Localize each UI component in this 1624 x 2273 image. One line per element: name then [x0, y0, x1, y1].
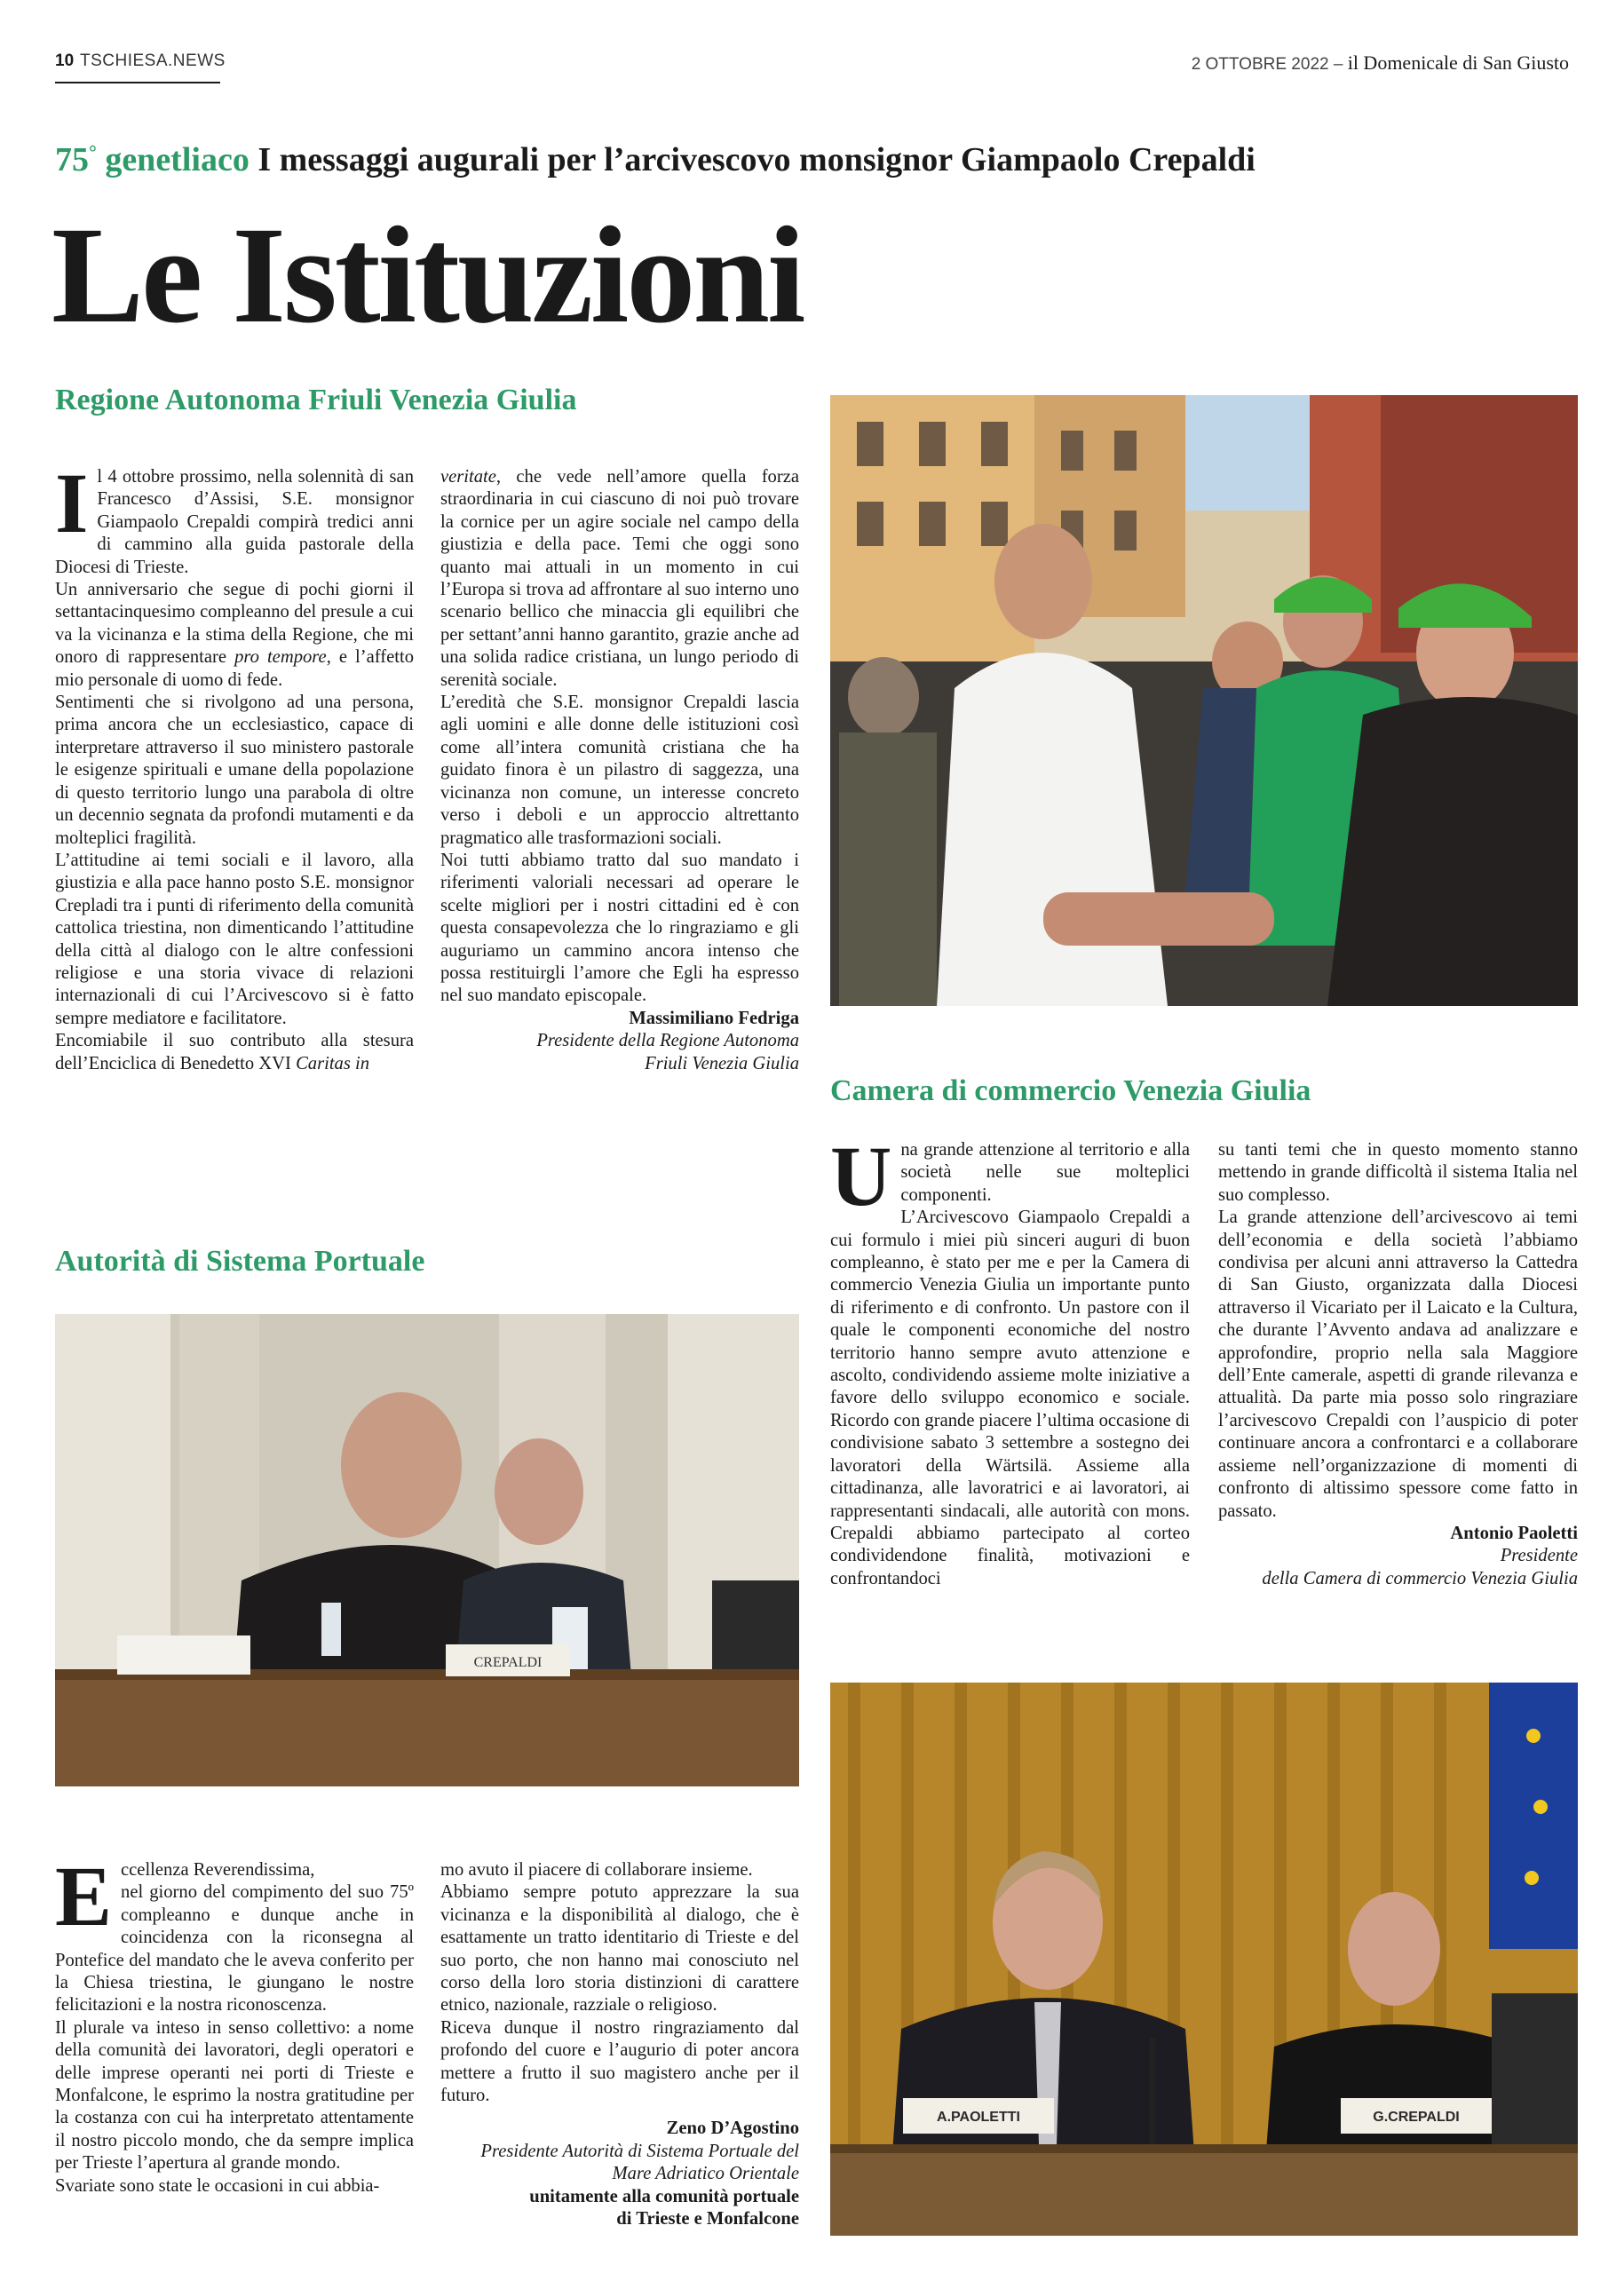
kicker-word: genetliaco — [105, 141, 250, 178]
signature-block — [1218, 1523, 1578, 1590]
signature-extra: unitamente alla comunità portuale — [529, 2186, 799, 2206]
site-name[interactable]: TSCHIESA.NEWS — [80, 51, 226, 70]
paragraph: Un anniversario che segue di pochi giorni il settantacinquesimo compleanno del presule a cui va la vicinanza e la stima della Regione, che mi onoro di rappresentare pro tempore, e l’affetto mio personale di uomo di fede. — [55, 580, 414, 690]
paragraph: Abbiamo sempre potuto apprezzare la sua vicinanza e la disponibilità al dialogo, che è esattamente un tratto identitario di Trieste e del suo porto, che non hanno mai conosciuto nel corso della loro storia distinzioni di carattere etnico, nazionale, razziale o religioso. — [440, 1882, 799, 2016]
page-number: 10 — [55, 51, 75, 70]
drop-cap: E — [55, 1849, 113, 1944]
date-text: 2 OTTOBRE 2022 – — [1191, 55, 1343, 74]
signature-role: Presidente — [1500, 1546, 1578, 1566]
paragraph: su tanti temi che in questo momento stanno mettendo in grande difficoltà il sistema Italia nel suo complesso. — [1218, 1140, 1578, 1205]
photo-paoletti-crepaldi — [830, 1683, 1578, 2236]
header-rule — [55, 82, 220, 83]
paragraph: veritate, che vede nell’amore quella forza straordinaria in cui ciascuno di noi può trovare la cornice per un agire sociale nel campo della giustizia e della pace. Temi che oggi sono quanto mai attuali in un momento in cui l’Europa si trova ad affrontare al suo interno uno scenario bellico che minaccia gli equilibri che per settant’anni hanno garantito, grazie anche ad una solida radice cristiana, un lungo periodo di serenità sociale. — [440, 467, 799, 690]
signature-name: Zeno D’Agostino — [666, 2119, 799, 2139]
paragraph: ccellenza Reverendissima, — [121, 1860, 315, 1880]
regione-column-2 — [440, 466, 799, 1075]
porto-column-1 — [55, 1849, 414, 2198]
kicker-degree: ° — [89, 140, 97, 163]
section-title-camera: Camera di commercio Venezia Giulia — [830, 1074, 1311, 1107]
paper-name: il Domenicale di San Giusto — [1347, 51, 1569, 74]
signature-block — [440, 1008, 799, 1075]
paragraph: La grande attenzione dell’arcivescovo ai temi dell’economia e della società l’abbiamo condivisa per alcuni anni attraverso la Cattedra di San Giusto, organizzata dalla Diocesi attraverso il Vicariato per il Laicato e la Cultura, che durante l’Avvento andava ad analizzare e approfondire, proprio nella sala Maggiore dell’Ente camerale, aspetti di grande rilevanza e attualità. Da parte mia posso solo ringraziare l’arcivescovo Crepaldi con l’auspicio di poter continuare ancora a confrontarci e a collaborare assieme nell’organizzazione di momenti di confronto di altissimo spessore come fatto in passato. — [1218, 1208, 1578, 1521]
signature-role: Friuli Venezia Giulia — [645, 1053, 799, 1073]
photo-street-crowd — [830, 395, 1578, 1006]
paragraph: mo avuto il piacere di collaborare insieme. — [440, 1860, 753, 1880]
camera-column-2 — [1218, 1139, 1578, 1590]
paragraph: L’eredità che S.E. monsignor Crepaldi lascia agli uomini e alle donne delle istituzioni così come all’intera comunità cristiana che ha guidato finora è un pilastro di saggezza, una vicinanza non comune, un interesse concreto verso i deboli e un approccio altrettanto pragmatico alle trasformazioni sociali. — [440, 693, 799, 848]
paragraph: Svariate sono state le occasioni in cui abbia- — [55, 2175, 380, 2196]
kicker-number: 75 — [55, 141, 89, 178]
signature-role: Presidente Autorità di Sistema Portuale del — [480, 2141, 799, 2161]
page-title: Le Istituzioni — [51, 198, 804, 352]
signature-role: Presidente della Regione Autonoma — [536, 1031, 799, 1051]
signature-block — [440, 2118, 799, 2230]
paragraph: Noi tutti abbiamo tratto dal suo mandato i riferimenti valoriali necessari ad operare le scelte migliori per i nostri cittadini ed è con questa consapevolezza che lo ringraziamo e gli auguriamo un cammino ancora intenso che possa restituirgli l’amore che Egli ha espresso nel suo mandato episcopale. — [440, 850, 799, 1006]
issue-date — [1192, 51, 1569, 75]
kicker-text: I messaggi augurali per l’arcivescovo monsignor Giampaolo Crepaldi — [257, 141, 1256, 178]
porto-column-2 — [440, 1859, 799, 2231]
signature-name: Antonio Paoletti — [1450, 1523, 1578, 1543]
paragraph: Encomiabile il suo contributo alla stesura dell’Enciclica di Benedetto XVI Caritas in — [55, 1031, 414, 1073]
photo-nameplate: CREPALDI — [473, 1655, 543, 1670]
paragraph: l 4 ottobre prossimo, nella solennità di san Francesco d’Assisi, S.E. monsignor Giampaolo Crepaldi compirà tredici anni di cammino alla guida pastorale della Diocesi di Trieste. — [55, 467, 414, 577]
section-title-porto: Autorità di Sistema Portuale — [55, 1245, 425, 1278]
paragraph: na grande attenzione al territorio e alla società nelle sue molteplici componenti. — [900, 1140, 1190, 1205]
paragraph: Riceva dunque il nostro ringraziamento dal profondo del cuore e l’augurio di poter ancora mettere a frutto il suo magistero anche per il futuro. — [440, 2017, 799, 2106]
paragraph: L’Arcivescovo Giampaolo Crepaldi a cui formulo i miei più sinceri auguri di buon compleanno, è stato per me e per la Camera di commercio Venezia Giulia un importante punto di riferimento e di confronto. Un pastore con il quale le componenti economiche del nostro territorio hanno sempre avuto attenzione e ascolto, condividendo assieme molte iniziative a favore dello sviluppo economico e sociale. Ricordo con grande piacere l’ultima occasione di condivisione sabato 3 settembre a sostegno dei lavoratori della Wärtsilä. Assieme alla cittadinanza, alle lavoratrici e ai lavoratori, ai rappresentanti sindacali, alle autorità con mons. Crepaldi abbiamo partecipato al corteo condividendone finalità, motivazioni e confrontandoci — [830, 1208, 1190, 1588]
drop-cap: U — [830, 1129, 892, 1224]
paragraph: Il plurale va inteso in senso collettivo: a nome della comunità dei lavoratori, degli operatori e delle imprese operanti nei porti di Trieste e Monfalcone, le esprimo la nostra gratitudine per la costanza con cui ha interpretato attentamente il nostro piccolo mondo, che da sempre implica per Trieste l’apertura al grande mondo. — [55, 2017, 414, 2174]
kicker — [55, 140, 1256, 179]
camera-column-1 — [830, 1129, 1190, 1590]
regione-column-1 — [55, 455, 414, 1075]
paragraph: L’attitudine ai temi sociali e il lavoro, alla giustizia e alla pace hanno posto S.E. monsignor Crepladi tra i punti di riferimento della comunità cattolica triestina, non dimenticando l’attitudine della città al dialogo con le altre confessioni religiose e una storia vivace di relazioni internazionali di cui l’Arcivescovo si è fatto sempre mediatore e facilitatore. — [55, 850, 414, 1028]
kicker-tag — [55, 141, 250, 178]
paragraph: nel giorno del compimento del suo 75º compleanno e dunque anche in coincidenza con la riconsegna al Pontefice del mandato che le aveva conferito per la Chiesa triestina, le giungano le nostre felicitazioni e la nostra riconoscenza. — [55, 1882, 414, 2016]
signature-extra: di Trieste e Monfalcone — [616, 2209, 799, 2229]
photo-nameplate-left: A.PAOLETTI — [937, 2110, 1020, 2125]
signature-role: della Camera di commercio Venezia Giulia — [1262, 1568, 1578, 1588]
photo-nameplate-right: G.CREPALDI — [1373, 2110, 1460, 2125]
photo-conference-porto — [55, 1314, 799, 1786]
signature-name: Massimiliano Fedriga — [629, 1008, 799, 1028]
paragraph: Sentimenti che si rivolgono ad una persona, prima ancora che un ecclesiastico, capace di interpretare attraverso il suo ministero pastorale le esigenze spirituali e umane della popolazione di questo territorio lungo una parabola di oltre un decennio segnata da profondi mutamenti e da molteplici fragilità. — [55, 693, 414, 848]
section-title-regione: Regione Autonoma Friuli Venezia Giulia — [55, 384, 577, 416]
drop-cap: I — [55, 455, 89, 550]
signature-role: Mare Adriatico Orientale — [612, 2164, 799, 2184]
